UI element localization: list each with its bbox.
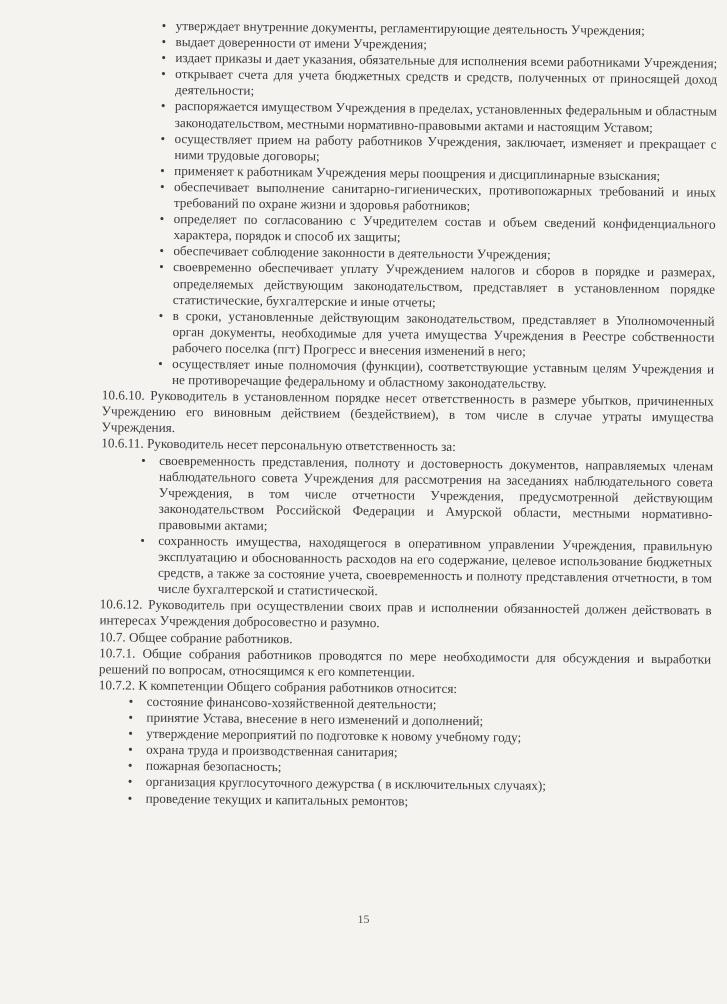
paragraph-10-7-2: 10.7.2. К компетенции Общего собрания работников относится: [98, 677, 458, 696]
list-item: • определяет по согласованию с Учредителем состав и объем сведений конфиденциального характера, порядок и способ их защиты; [103, 210, 715, 249]
list-item: • утверждает внутренние документы, регламентирующие деятельность Учреждения; [106, 17, 718, 40]
list-item: • выдает доверенности от имени Учреждения; [105, 33, 717, 56]
list-item: • охрана труда и производственная санитария; [98, 741, 618, 763]
list-item: • распоряжается имуществом Учреждения в пределах, установленных федеральным и областным законодательством, местными нормативно-правовыми актами и настоящим Уставом; [105, 98, 717, 137]
list-item: • состояние финансово-хозяйственной деятельности; [99, 693, 619, 715]
paragraph-10-6-11: 10.6.11. Руководитель несет персональную ответственность за: [101, 435, 456, 455]
list-item: • утверждение мероприятий по подготовке к новому учебному году; [98, 725, 618, 747]
list-item: • в сроки, установленные действующим законодательством, представляет в Уполномоченный орган документы, необходимые для учета имущества Учреждения в Реестре собственности рабочего поселка (пгт) Прогресс и внесения изменений в него; [102, 307, 714, 362]
list-item: • применяет к работникам Учреждения меры поощрения и дисциплинарные взыскания; [104, 162, 716, 185]
director-powers-list [102, 17, 718, 394]
list-item: • открывает счета для учета бюджетных средств и средств, полученных от приносящей доход деятельности; [105, 66, 717, 105]
section-heading-10-7: 10.7. Общее собрание работников. [99, 628, 293, 646]
list-item: • организация круглосуточного дежурства ( в исключительных случаях); [98, 774, 618, 796]
assembly-competence-list [98, 693, 619, 811]
document-body [98, 17, 718, 812]
responsibility-list [100, 452, 713, 603]
list-item: • принятие Устава, внесение в него изменений и дополнений; [98, 709, 618, 731]
list-item: • своевременность представления, полноту и достоверность документов, направляемых членам наблюдательного совета Учреждения для рассмотрения на заседаниях наблюдательного совета Учреждения, в том числе отчетности Учреждения, предусмотренной действующим законодательством Российской Федерации и Амурской области, местными нормативно-правовыми актами; [100, 452, 713, 539]
list-item: • осуществляет прием на работу работников Учреждения, заключает, изменяет и прекращает с ними трудовые договоры; [104, 130, 716, 169]
list-item: • обеспечивает выполнение санитарно-гигиенических, противопожарных требований и иных требований по охране жизни и здоровья работников; [104, 178, 716, 217]
list-item: • обеспечивает соблюдение законности в деятельности Учреждения; [103, 243, 715, 266]
page-number: 15 [357, 912, 370, 926]
list-item: • проведение текущих и капитальных ремонтов; [98, 790, 618, 812]
list-item: • издает приказы и дает указания, обязательные для исполнения всеми работниками Учреждения; [105, 49, 717, 72]
list-item: • пожарная безопасность; [98, 758, 618, 780]
paragraph-10-6-10: 10.6.10. Руководитель в установленном порядке несет ответственность в размере убытков, причиненных Учреждению его виновным действием (бездействием), в том числе в случае утраты имущества Учреждения. [101, 387, 714, 436]
paragraph-10-6-12: 10.6.12. Руководитель при осуществлении своих прав и исполнении обязанностей должен действовать в интересах Учреждения добросовестно и разумно. [99, 596, 712, 631]
list-item: • осуществляет иные полномочия (функции), соответствующие уставным целям Учреждения и не противоречащие федеральному и областному законодательству. [102, 355, 714, 394]
list-item: • своевременно обеспечивает уплату Учреждением налогов и сборов в порядке и размерах, определяемых действующим законодательством, представляет в установленном порядке статистические, бухгалтерские и иные отчеты; [103, 259, 715, 314]
paragraph-10-7-1: 10.7.1. Общие собрания работников проводятся по мере необходимости для обсуждения и выработки решений по вопросам, относящимся к его компетенции. [98, 644, 712, 680]
list-item: • сохранность имущества, находящегося в оперативном управлении Учреждения, правильную эксплуатацию и обоснованность расходов на его содержание, целевое использование бюджетных средств, а также за состояние учета, своевременность и полноту представления отчетности, в том числе бухгалтерской и статистической. [100, 532, 713, 603]
